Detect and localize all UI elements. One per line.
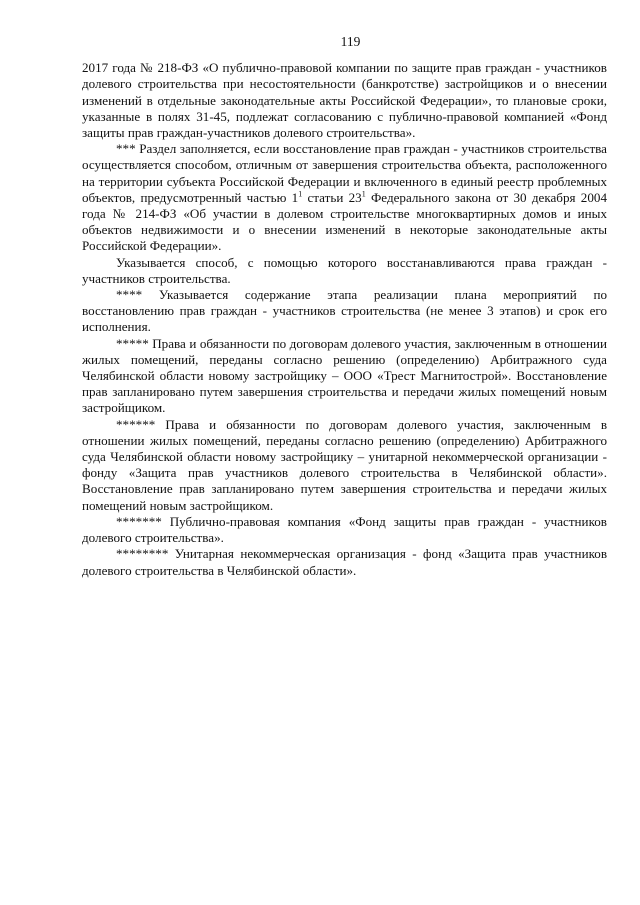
paragraph-continuation: 2017 года № 218-ФЗ «О публично-правовой компании по защите прав граждан - участников долевого строительства при несостоятельности (банкротстве) застройщиков и о внесении изменений в отдельные законодательные акты Российской Федерации», то плановые сроки, указанные в полях 31-45, подлежат согласованию с публично-правовой компанией «Фонд защиты прав граждан-участников долевого строительства». (82, 60, 607, 141)
superscript: 1 (361, 189, 366, 199)
page-number: 119 (340, 34, 361, 49)
superscript: 1 (298, 189, 303, 199)
footnote-text: *** Раздел заполняется, если восстановление прав граждан - участников строительства осуществляется способом, отличным от завершения строительства объекта, расположенного на территории субъекта Российской Федерации и включенного в единый реестр проблемных объектов, предусмотренный частью 1 (82, 141, 607, 205)
footnote-seven-star: ******* Публично-правовая компания «Фонд защиты прав граждан - участников долевого строительства». (82, 513, 607, 546)
footnote-text: Федерального закона от 30 декабря 2004 года № 214-ФЗ «Об участии в долевом строительстве многоквартирных домов и иных объектов недвижимости и о внесении изменений в некоторые законодательные акты Российской Федерации». (82, 189, 607, 254)
footnote-eight-star: ******** Унитарная некоммерческая организация - фонд «Защита прав участников долевого строительства в Челябинской области». (82, 546, 607, 578)
footnote-five-star: ***** Права и обязанности по договорам долевого участия, заключенным в отношении жилых помещений, переданы согласно решению (определению) Арбитражного суда Челябинской области новому застройщику – ООО «Трест Магнитострой». Восстановление прав запланировано путем завершения строительства и передачи жилых помещений новым застройщиком. (82, 335, 607, 416)
footnote-four-star: **** Указывается содержание этапа реализации плана мероприятий по восстановлению прав граждан - участников строительства (не менее 3 этапов) и срок его исполнения. (82, 287, 607, 335)
paragraph-method: Указывается способ, с помощью которого восстанавливаются права граждан - участников строительства. (82, 254, 607, 286)
footnote-text: статьи 23 (302, 189, 362, 205)
footnote-six-star: ****** Права и обязанности по договорам долевого участия, заключенным в отношении жилых помещений, переданы согласно решению (определению) Арбитражного суда Челябинской области новому застройщику – унитарной некоммерческой организации - фонду «Защита прав участников долевого строительства в Челябинской области». Восстановление прав запланировано путем завершения строительства и передачи жилых помещений новым застройщиком. (82, 416, 607, 513)
footnote-triple-star (82, 141, 607, 254)
